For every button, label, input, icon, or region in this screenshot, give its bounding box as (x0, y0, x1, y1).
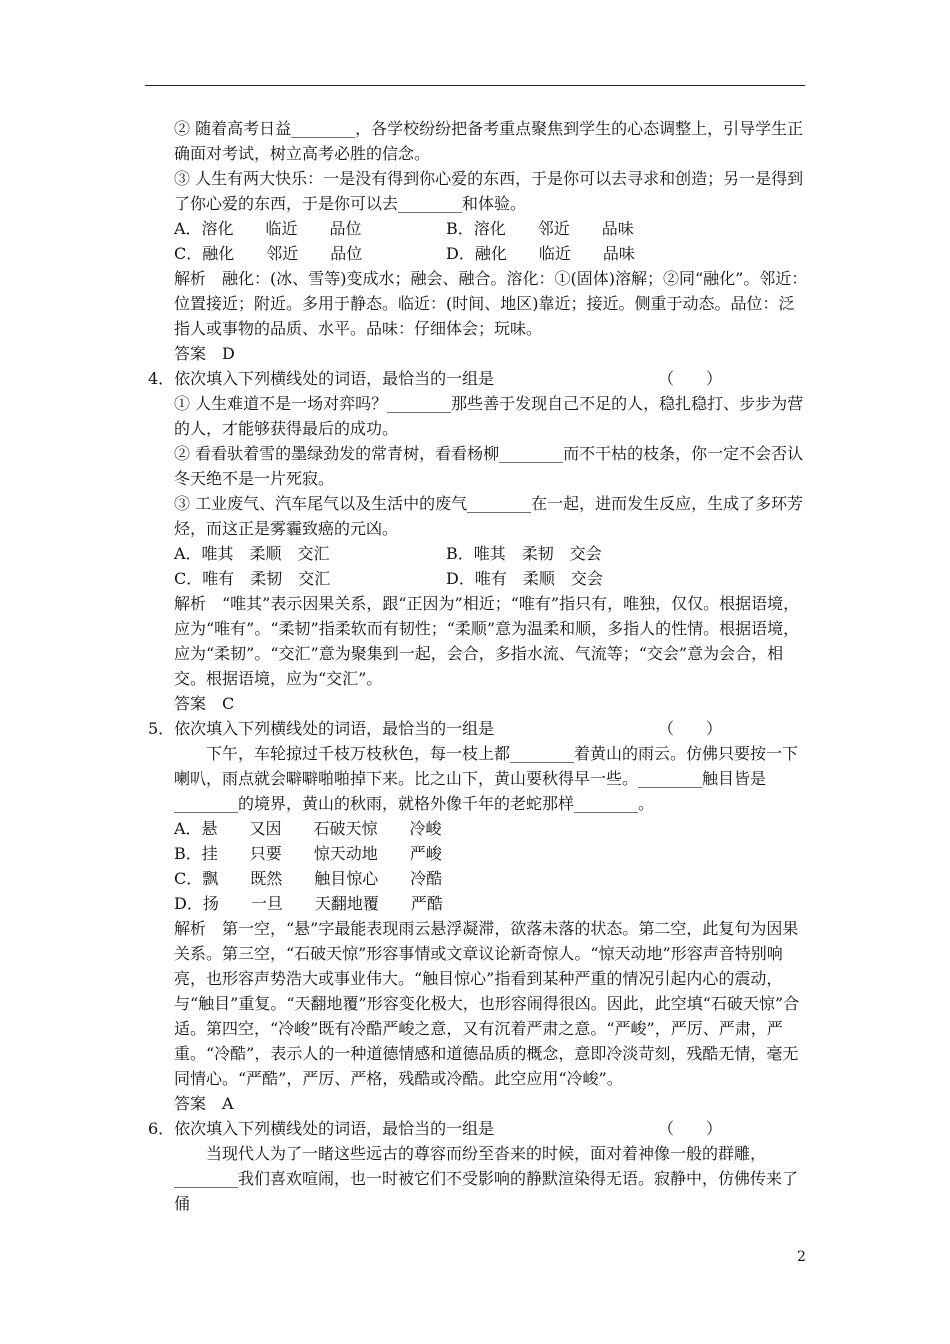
option-d: D．唯有 柔顺 交会 (446, 569, 603, 588)
answer: 答案 C (174, 694, 235, 713)
sentence-1: ① 人生难道不是一场对弈吗？________那些善于发现自己不足的人，稳扎稳打、步步为营的人，才能够获得最后的成功。 (174, 394, 804, 438)
sentence-3: ③ 工业废气、汽车尾气以及生活中的废气________在一起，进而发生反应，生成了多环芳烃，而这正是雾霾致癌的元凶。 (174, 494, 804, 538)
analysis: 解析 融化：(冰、雪等)变成水；融会、融合。溶化：①(固体)溶解；②同“融化”。邻近：位置接近；附近。多用于静态。临近：(时间、地区)靠近；接近。侧重于动态。品位：泛指人或事物的品质、水平。品味：仔细体会；玩味。 (174, 269, 808, 338)
page-content (148, 116, 808, 1216)
options-row-1 (148, 216, 808, 241)
options-row-2 (148, 566, 808, 591)
header-rule (145, 85, 805, 86)
option-b: B．溶化 邻近 品味 (446, 219, 634, 238)
analysis: 解析 第一空，“悬”字最能表现雨云悬浮凝滞，欲落未落的状态。第二空，此复句为因果关系。第三空，“石破天惊”形容事情或文章议论新奇惊人。“惊天动地”形容声音特别响亮，也形容声势浩大或事业伟大。“触目惊心”指看到某种严重的情况引起内心的震动，与“触目”重复。“天翻地覆”形容变化极大，也形容闹得很凶。因此，此空填“石破天惊”合适。第四空，“冷峻”既有冷酷严峻之意，又有沉着严肃之意。“严峻”，严厉、严肃，严重。“冷酷”，表示人的一种道德情感和道德品质的概念，意即冷淡苛刻，残酷无情，毫无同情心。“严酷”，严厉、严格，残酷或冷酷。此空应用“冷峻”。 (174, 919, 800, 1088)
sentence-2: ② 随着高考日益________，各学校纷纷把备考重点聚焦到学生的心态调整上，引导学生正确面对考试，树立高考必胜的信念。 (174, 119, 804, 163)
analysis: 解析 “唯其”表示因果关系，跟“正因为”相近；“唯有”指只有，唯独，仅仅。根据语境，应为“唯有”。“柔韧”指柔软而有韧性；“柔顺”意为温柔和顺，多指人的性情。根据语境，应为“柔韧”。“交汇”意为聚集到一起，会合，多指水流、气流等；“交会”意为会合，相交。根据语境，应为“交汇”。 (174, 594, 800, 688)
option-c: C．融化 邻近 品位 (174, 244, 363, 263)
passage: 当现代人为了一睹这些远古的尊容而纷至沓来的时候，面对着神像一般的群雕，________我们喜欢喧闹，也一时被它们不受影响的静默渲染得无语。寂静中，仿佛传来了俑 (174, 1144, 799, 1213)
question-stem: 4．依次填入下列横线处的词语，最恰当的一组是 (148, 369, 495, 388)
option-d: D．融化 临近 品味 (446, 244, 635, 263)
question-stem: 5．依次填入下列横线处的词语，最恰当的一组是 (148, 719, 495, 738)
answer-paren: （ ） (658, 1119, 723, 1138)
option-d: D．扬 一旦 天翻地覆 严酷 (174, 894, 443, 913)
answer-paren: （ ） (658, 719, 723, 738)
option-b: B．挂 只要 惊天动地 严峻 (174, 844, 442, 863)
option-a: A．悬 又因 石破天惊 冷峻 (174, 819, 442, 838)
option-a: A．溶化 临近 品位 (174, 219, 362, 238)
question-6-stem (148, 1116, 808, 1141)
page-number: 2 (797, 1249, 806, 1265)
options-row-1 (148, 541, 808, 566)
previous-question-continuation (148, 116, 808, 216)
question-5-stem (148, 716, 808, 741)
question-4-stem (148, 366, 808, 391)
answer: 答案 A (174, 1094, 234, 1113)
passage: 下午，车轮掠过千枝万枝秋色，每一枝上都________着黄山的雨云。仿佛只要按一下喇叭，雨点就会噼噼啪啪掉下来。比之山下，黄山要秋得早一些。________触目皆是________的境界，黄山的秋雨，就格外像千年的老蛇那样________。 (174, 744, 799, 813)
answer-paren: （ ） (658, 369, 723, 388)
answer: 答案 D (174, 344, 235, 363)
question-stem: 6．依次填入下列横线处的词语，最恰当的一组是 (148, 1119, 495, 1138)
options-row-2 (148, 241, 808, 266)
sentence-2: ② 看看驮着雪的墨绿劲发的常青树，看看杨柳________而不干枯的枝条，你一定不会否认冬天绝不是一片死寂。 (174, 444, 804, 488)
option-c: C．飘 既然 触目惊心 冷酷 (174, 869, 443, 888)
option-b: B．唯其 柔韧 交会 (446, 544, 602, 563)
option-c: C．唯有 柔韧 交汇 (174, 569, 331, 588)
sentence-3: ③ 人生有两大快乐：一是没有得到你心爱的东西，于是你可以去寻求和创造；另一是得到了你心爱的东西，于是你可以去________和体验。 (174, 169, 804, 213)
option-a: A．唯其 柔顺 交汇 (174, 544, 330, 563)
